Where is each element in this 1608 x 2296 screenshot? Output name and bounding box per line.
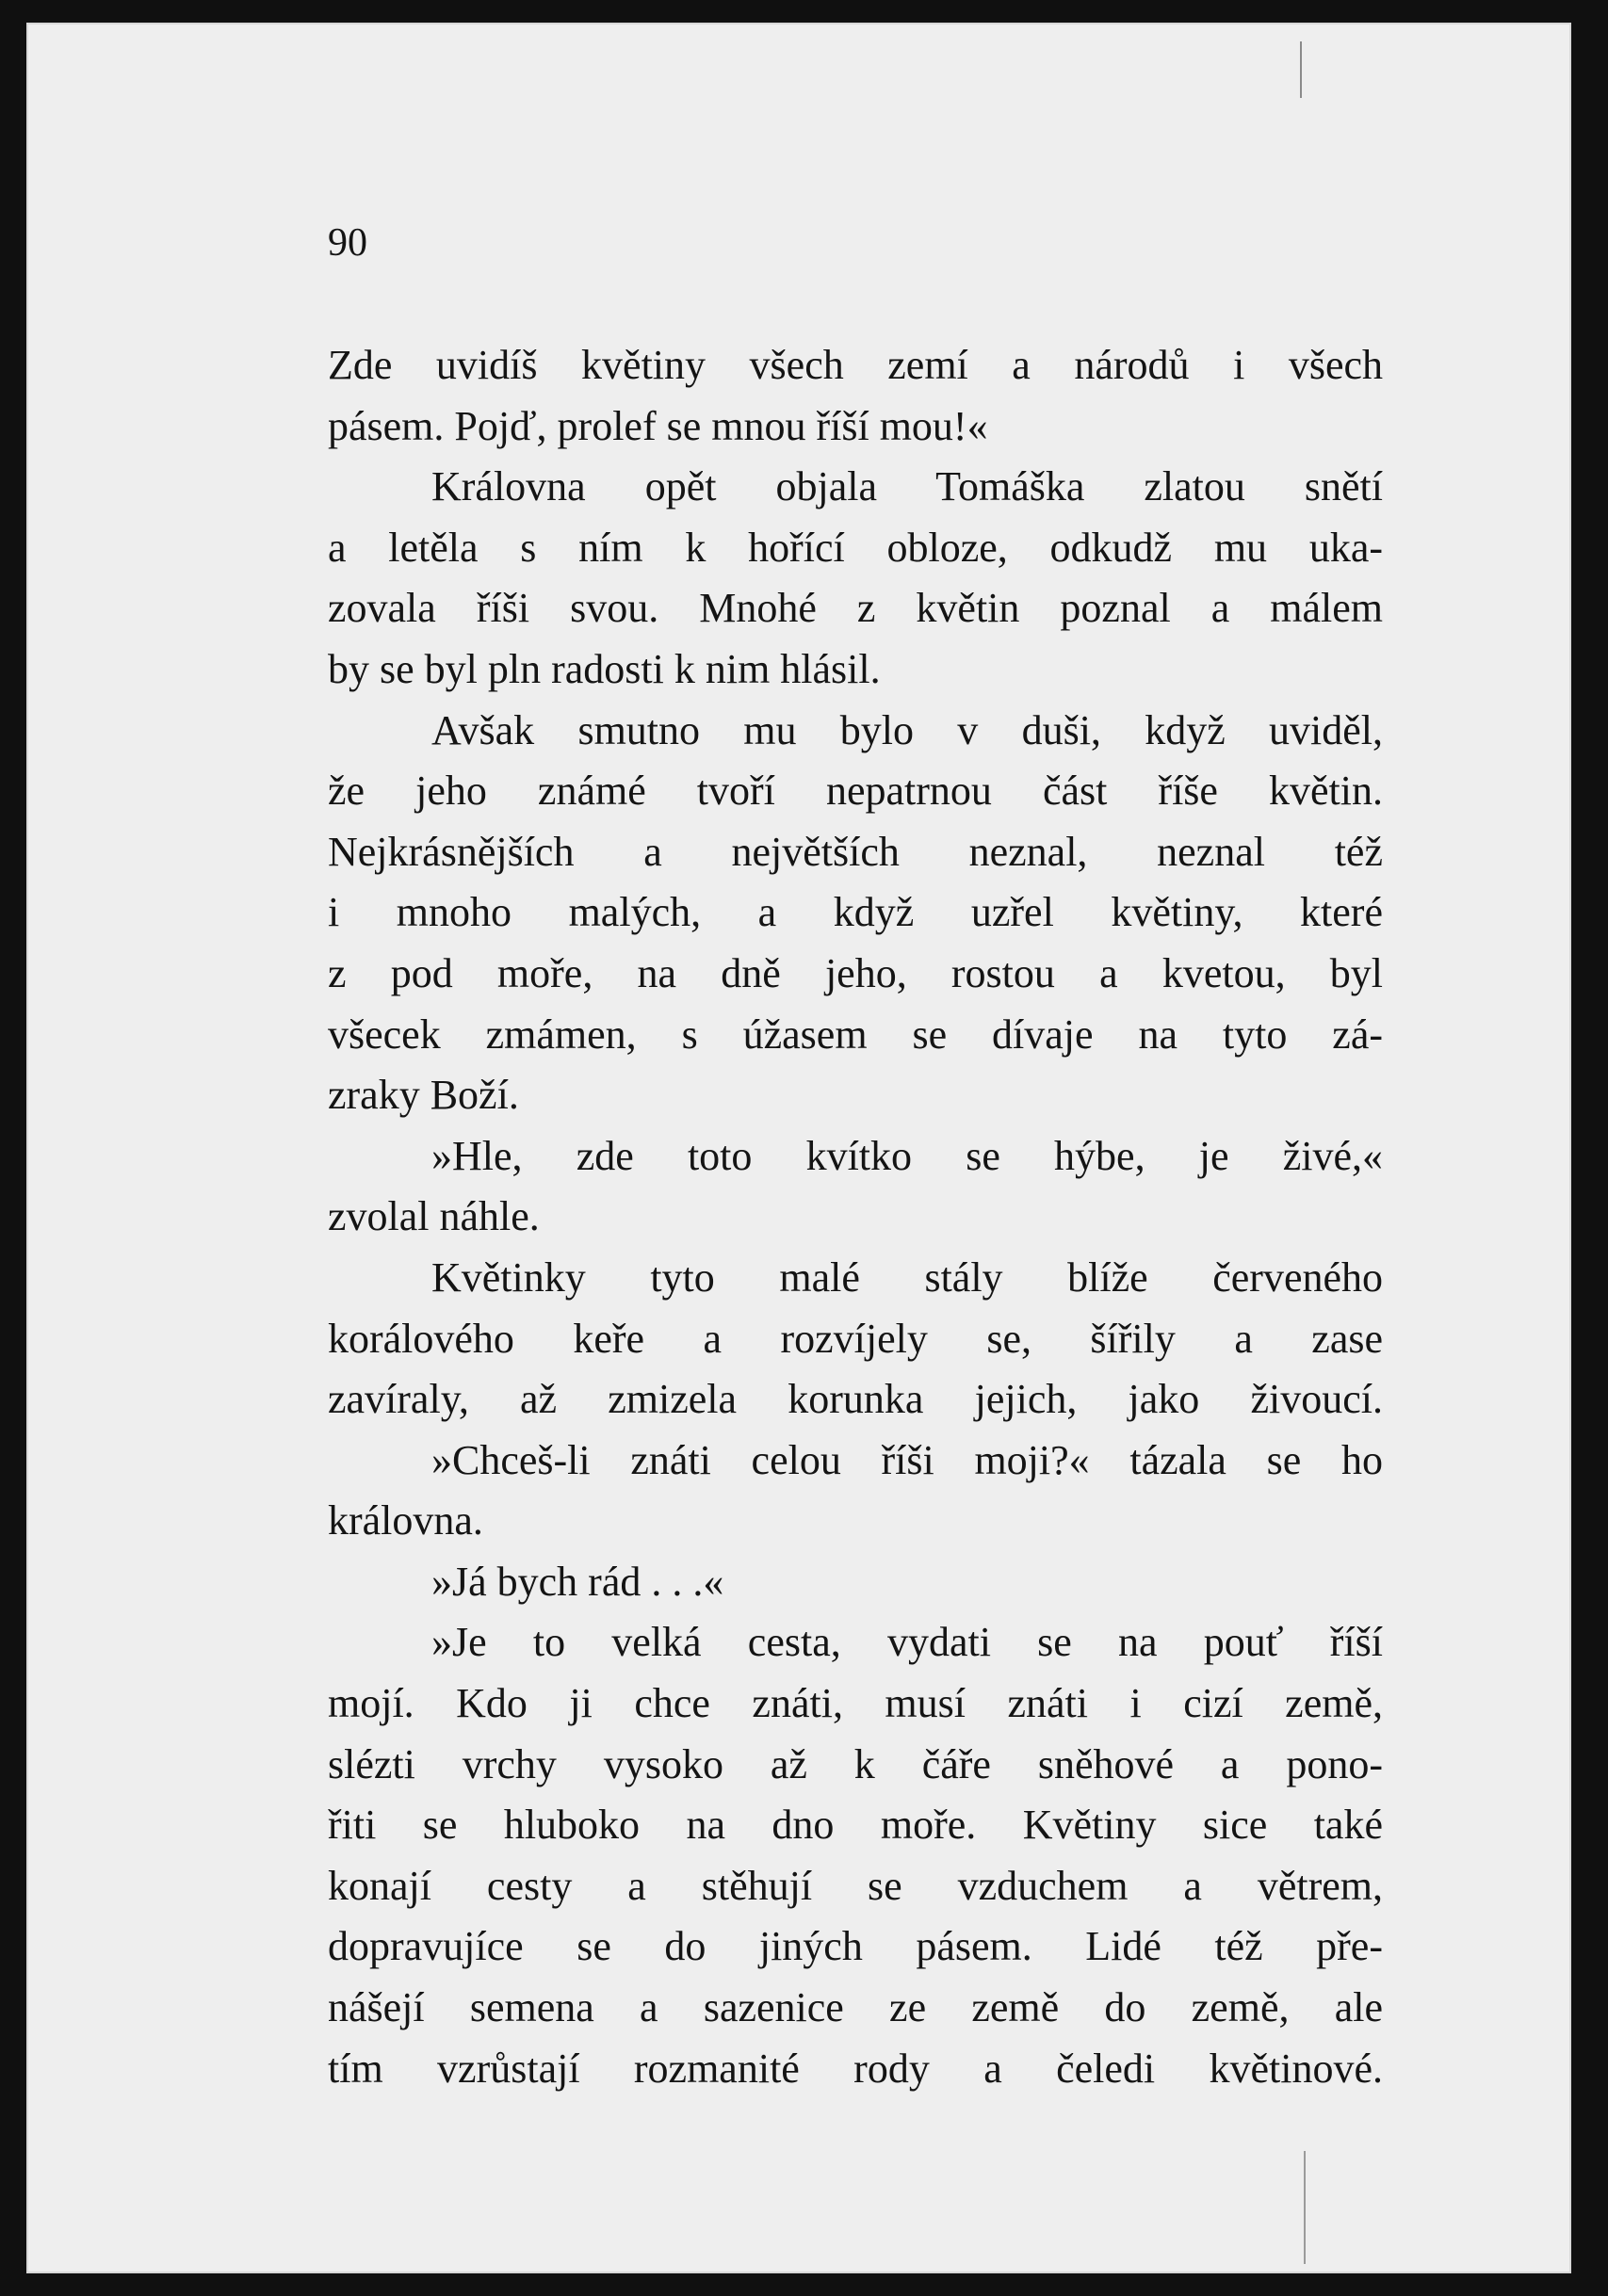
text-line: tím vzrůstají rozmanité rody a čeledi květinové.	[328, 2045, 1383, 2092]
text-line: korálového keře a rozvíjely se, šířily a zase	[328, 1315, 1383, 1362]
text-line: zavíraly, až zmizela korunka jejich, jako živoucí.	[328, 1376, 1383, 1423]
text-line: královna.	[328, 1497, 483, 1544]
page-edge-mark	[1304, 2151, 1306, 2264]
text-line: i mnoho malých, a když uzřel květiny, které	[328, 889, 1383, 936]
text-line: řiti se hluboko na dno moře. Květiny sice také	[328, 1802, 1383, 1849]
text-line: z pod moře, na dně jeho, rostou a kvetou, byl	[328, 949, 1383, 996]
text-line: slézti vrchy vysoko až k čáře sněhové a pono-	[328, 1740, 1383, 1787]
text-line: všecek zmámen, s úžasem se dívaje na tyto zá-	[328, 1011, 1383, 1058]
text-line: dopravujíce se do jiných pásem. Lidé též pře-	[328, 1923, 1383, 1970]
text-line: »Chceš-li znáti celou říši moji?« tázala se ho	[431, 1436, 1383, 1483]
text-line: konají cesty a stěhují se vzduchem a větrem,	[328, 1862, 1383, 1909]
text-line: zovala říši svou. Mnohé z květin poznal a málem	[328, 585, 1383, 632]
text-line: Avšak smutno mu bylo v duši, když uviděl,	[431, 706, 1383, 753]
text-line: Květinky tyto malé stály blíže červeného	[431, 1253, 1383, 1301]
text-line: že jeho známé tvoří nepatrnou část říše květin.	[328, 768, 1383, 815]
text-line: »Já bych rád . . .«	[431, 1558, 724, 1605]
page-edge-mark	[1300, 41, 1302, 98]
body-text	[328, 335, 1383, 2099]
text-line: Královna opět objala Tomáška zlatou snětí	[431, 463, 1383, 510]
page-number: 90	[328, 221, 367, 265]
text-line: a letěla s ním k hořící obloze, odkudž mu uka-	[328, 524, 1383, 571]
text-line: »Hle, zde toto kvítko se hýbe, je živé,«	[431, 1132, 1383, 1179]
text-line: nášejí semena a sazenice ze země do země, ale	[328, 1984, 1383, 2031]
text-line: zraky Boží.	[328, 1072, 519, 1119]
book-page	[26, 23, 1571, 2273]
text-line: mojí. Kdo ji chce znáti, musí znáti i cizí země,	[328, 1680, 1383, 1727]
text-line: Nejkrásnějších a největších neznal, neznal též	[328, 828, 1383, 875]
text-line: »Je to velká cesta, vydati se na pouť říší	[431, 1619, 1383, 1666]
text-line: zvolal náhle.	[328, 1193, 540, 1240]
text-line: pásem. Pojď, prolef se mnou říší mou!«	[328, 402, 988, 449]
text-line: by se byl pln radosti k nim hlásil.	[328, 645, 881, 692]
text-line: Zde uvidíš květiny všech zemí a národů i všech	[328, 342, 1383, 388]
